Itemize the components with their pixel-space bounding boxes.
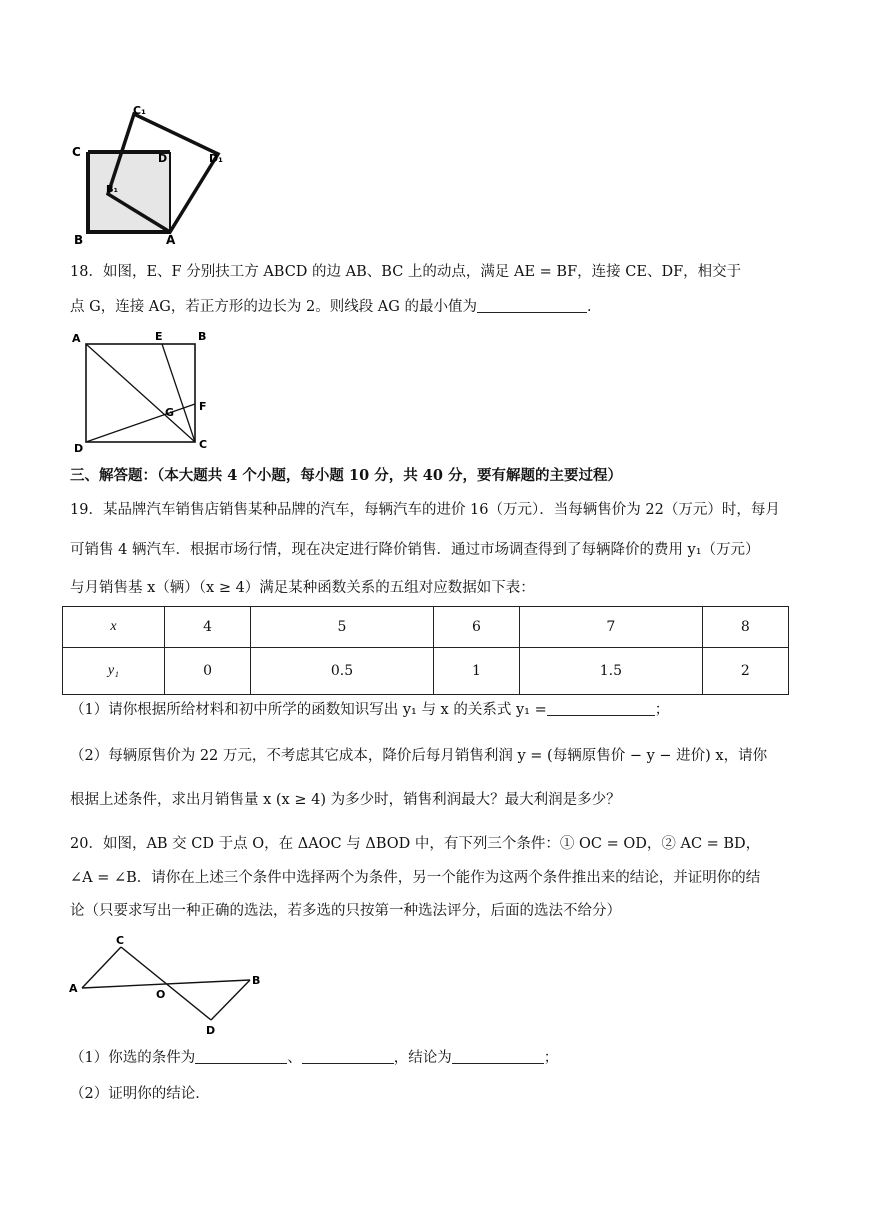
- q19-part1-end: ；: [654, 702, 670, 718]
- q20-part1: [70, 1048, 809, 1068]
- fig18-label-D: D: [74, 442, 84, 455]
- figure-rotated-squares: [68, 100, 238, 250]
- fig18-label-C: C: [199, 438, 208, 451]
- q18-line1: 18．如图，E、F 分别扶工方 ABCD 的边 AB、BC 上的动点，满足 AE = BF，连接 CE、DF，相交于: [70, 264, 742, 280]
- table-cell: 8: [702, 607, 788, 648]
- label-D: D: [158, 152, 168, 165]
- q20-condition1-blank[interactable]: [195, 1049, 287, 1064]
- label-B1: B₁: [106, 184, 119, 195]
- fig18-label-G: G: [165, 406, 175, 419]
- q19-part2-line1: （2）每辆原售价为 22 万元，不考虑其它成本，降价后每月销售利润 y = (每辆原售价 − y − 进价) x，请你: [70, 748, 768, 764]
- q19-line2: 可销售 4 辆汽车．根据市场行情，现在决定进行降价销售．通过市场调查得到了每辆降价的费用 y₁（万元）: [70, 542, 760, 558]
- q19-part1-blank[interactable]: [547, 701, 655, 716]
- figure-square-abcd: [70, 326, 230, 456]
- table-cell: 1.5: [520, 648, 703, 695]
- q18-answer-blank[interactable]: [477, 298, 587, 313]
- fig18-label-E: E: [155, 330, 163, 343]
- fig20-label-C: C: [116, 934, 125, 947]
- label-C: C: [72, 145, 81, 159]
- section3-title: 三、解答题：（本大题共 4 个小题，每小题 10 分，共 40 分，要有解题的主要过程）: [70, 467, 622, 484]
- q20-part2: （2）证明你的结论．: [70, 1086, 210, 1102]
- table-cell: x: [63, 607, 165, 648]
- q19-part1-text: （1）请你根据所给材料和初中所学的函数知识写出 y₁ 与 x 的关系式 y₁ =: [70, 702, 547, 718]
- fig20-label-D: D: [206, 1024, 216, 1037]
- q19-data-table: [62, 606, 789, 695]
- table-cell: 4: [164, 607, 250, 648]
- q20-part1-conclusion: ，结论为: [393, 1050, 452, 1066]
- fig20-label-O: O: [156, 988, 166, 1001]
- figure-intersecting-triangles: [64, 932, 274, 1042]
- q18-line2-end: ．: [586, 299, 602, 315]
- q19-line1: 19．某品牌汽车销售店销售某种品牌的汽车，每辆汽车的进价 16（万元）．当每辆售价为 22（万元）时，每月: [70, 502, 780, 518]
- q20-part1-text: （1）你选的条件为: [70, 1050, 196, 1066]
- table-cell: 0.5: [251, 648, 434, 695]
- q20-condition2-blank[interactable]: [302, 1049, 394, 1064]
- q19-line3: 与月销售基 x（辆）（x ≥ 4）满足某种函数关系的五组对应数据如下表：: [70, 580, 535, 596]
- fig18-label-F: F: [199, 400, 207, 413]
- label-A: A: [166, 233, 176, 247]
- fig18-label-A: A: [72, 332, 81, 345]
- label-C1: C₁: [133, 104, 146, 117]
- table-cell: 7: [520, 607, 703, 648]
- label-B: B: [74, 233, 84, 247]
- q18-line2: [70, 297, 809, 317]
- table-cell: 5: [251, 607, 434, 648]
- table-cell: 1: [433, 648, 519, 695]
- label-D1: D₁: [209, 152, 223, 165]
- table-cell: 2: [702, 648, 788, 695]
- q20-part1-sep: 、: [287, 1050, 302, 1066]
- table-cell: 0: [164, 648, 250, 695]
- fig18-label-B: B: [198, 330, 207, 343]
- fig20-label-B: B: [252, 974, 261, 987]
- q20-line2: ∠A = ∠B．请你在上述三个条件中选择两个为条件，另一个能作为这两个条件推出来的结论，并证明你的结: [70, 870, 761, 886]
- q19-part2-line2: 根据上述条件，求出月销售量 x (x ≥ 4) 为多少时，销售利润最大？最大利润是多少？: [70, 792, 621, 808]
- q20-conclusion-blank[interactable]: [452, 1049, 544, 1064]
- table-cell: y₁: [63, 648, 165, 695]
- q20-part1-end: ；: [543, 1050, 559, 1066]
- fig20-label-A: A: [69, 982, 78, 995]
- table-cell: 6: [433, 607, 519, 648]
- q20-line1: 20．如图，AB 交 CD 于点 O，在 ΔAOC 与 ΔBOD 中，有下列三个条件：① OC = OD，② AC = BD，: [70, 836, 761, 852]
- q19-part1: [70, 700, 809, 720]
- table-row-y1: [63, 648, 789, 695]
- q18-line2-text: 点 G，连接 AG，若正方形的边长为 2。则线段 AG 的最小值为: [70, 299, 477, 315]
- q20-line3: 论（只要求写出一种正确的选法，若多选的只按第一种选法评分，后面的选法不给分）: [70, 903, 621, 919]
- table-row-x: [63, 607, 789, 648]
